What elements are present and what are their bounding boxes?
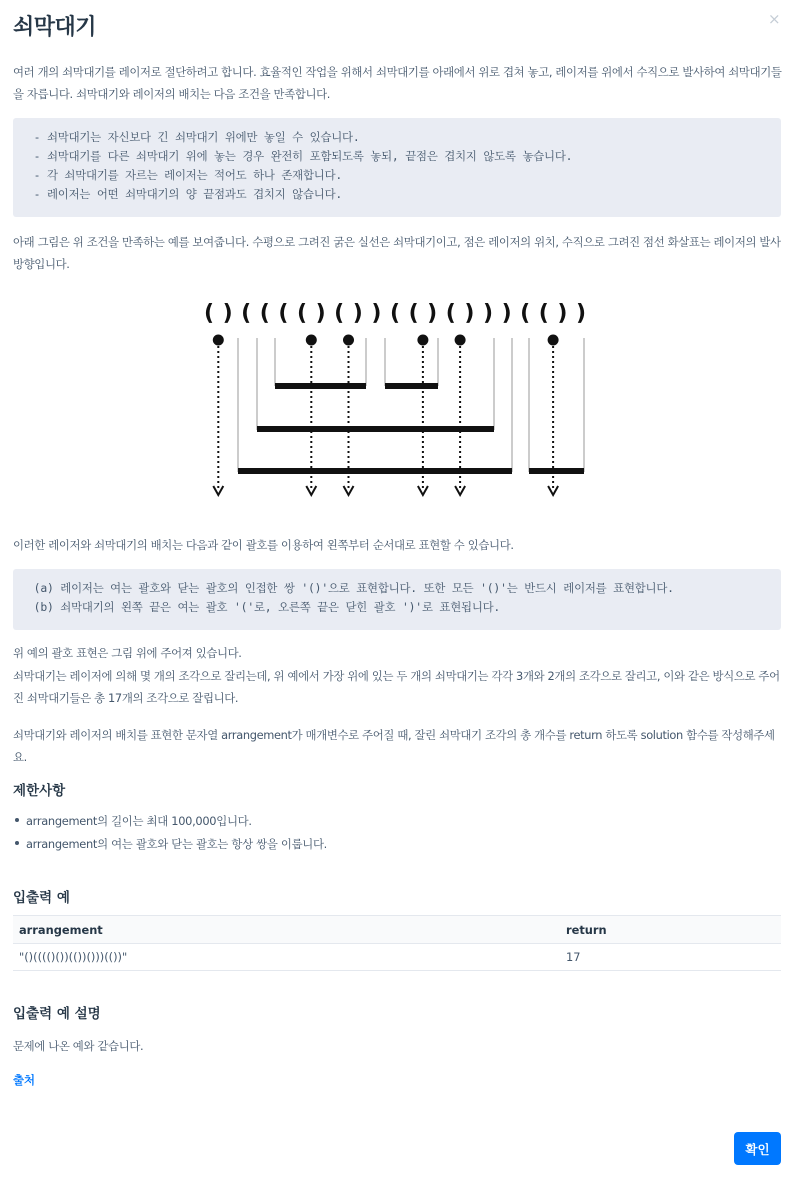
laser-dot	[455, 335, 466, 346]
io-header-arrangement: arrangement	[13, 916, 560, 944]
io-cell-arrangement: "()(((()())(())()))(())"	[13, 944, 560, 971]
bracket-rules-code-block	[13, 569, 781, 630]
bracket-glyph: (	[278, 301, 289, 326]
bracket-glyph: )	[352, 301, 363, 326]
bracket-glyph: (	[538, 301, 549, 326]
bracket-glyph: )	[427, 301, 438, 326]
laser-figure-svg	[190, 296, 600, 501]
task-text: 쇠막대기와 레이저의 배치를 표현한 문자열 arrangement가 매개변수로 주어질 때, 잘린 쇠막대기 조각의 총 개수를 return 하도록 solution 함수를 작성해주세요.	[13, 728, 775, 764]
bracket-glyph: )	[557, 301, 568, 326]
confirm-button[interactable]: 확인	[734, 1132, 781, 1165]
condition-line: - 레이저는 어떤 쇠막대기의 양 끝점과도 겹치지 않습니다.	[27, 187, 343, 201]
bracket-glyph: )	[222, 301, 233, 326]
bracket-glyph: )	[482, 301, 494, 326]
modal-title: 쇠막대기	[13, 15, 97, 40]
laser-dot	[417, 335, 428, 346]
bracket-glyph: )	[575, 301, 587, 326]
example-text-1: 위 예의 괄호 표현은 그림 위에 주어져 있습니다.	[13, 646, 242, 660]
io-heading: 입출력 예	[13, 890, 70, 906]
bracket-glyph: (	[389, 301, 401, 326]
bracket-glyph: (	[296, 301, 308, 326]
bracket-rule-line: (a) 레이저는 여는 괄호와 닫는 괄호의 인접한 쌍 '()'으로 표현합니다. 또한 모든 '()'는 반드시 레이저를 표현합니다.	[27, 581, 674, 595]
close-icon[interactable]: ×	[768, 10, 781, 28]
io-cell-return: 17	[560, 944, 781, 971]
constraints-heading: 제한사항	[13, 783, 66, 799]
io-explain-text: 문제에 나온 예와 같습니다.	[13, 1039, 144, 1053]
source-link[interactable]: 출처	[13, 1073, 36, 1087]
laser-dot	[343, 335, 354, 346]
bracket-glyph: )	[371, 301, 382, 326]
condition-line: - 각 쇠막대기를 자르는 레이저는 적어도 하나 존재합니다.	[27, 168, 343, 182]
bracket-glyph: )	[315, 301, 326, 326]
condition-line: - 쇠막대기는 자신보다 긴 쇠막대기 위에만 놓일 수 있습니다.	[27, 130, 360, 144]
intro-paragraph: 여러 개의 쇠막대기를 레이저로 절단하려고 합니다. 효율적인 작업을 위해서 쇠막대기를 아래에서 위로 겹쳐 놓고, 레이저를 위에서 수직으로 발사하여 쇠막대기들을 자릅니다. 쇠막대기와 레이저의 배치는 다음 조건을 만족합니다.	[13, 65, 782, 101]
iron-bar	[529, 468, 584, 474]
laser-dot	[306, 335, 317, 346]
bracket-glyph: (	[408, 301, 419, 326]
io-explain-heading: 입출력 예 설명	[13, 1006, 101, 1022]
bracket-glyph: )	[501, 301, 512, 326]
bracket-glyph: (	[520, 301, 531, 326]
bracket-rule-line: (b) 쇠막대기의 왼쪽 끝은 여는 괄호 '('로, 오른쪽 끝은 닫힌 괄호 ')'로 표현됩니다.	[27, 600, 501, 614]
bracket-glyph: (	[241, 301, 252, 326]
constraints-list	[13, 810, 773, 856]
io-header-return: return	[560, 916, 781, 944]
iron-bar	[385, 383, 438, 389]
laser-figure	[190, 296, 600, 501]
example-text-2: 쇠막대기는 레이저에 의해 몇 개의 조각으로 잘리는데, 위 예에서 가장 위에 있는 두 개의 쇠막대기는 각각 3개와 2개의 조각으로 잘리고, 이와 같은 방식으로 주어진 쇠막대기들은 총 17개의 조각으로 잘립니다.	[13, 669, 780, 705]
laser-dot	[548, 335, 559, 346]
iron-bars	[238, 383, 584, 474]
bracket-description: 이러한 레이저와 쇠막대기의 배치는 다음과 같이 괄호를 이용하여 왼쪽부터 순서대로 표현할 수 있습니다.	[13, 538, 514, 552]
table-row	[13, 944, 781, 971]
io-table	[13, 915, 781, 971]
figure-brackets	[204, 301, 586, 326]
constraint-item: arrangement의 길이는 최대 100,000입니다.	[13, 810, 773, 833]
bar-outlines	[238, 338, 584, 472]
bracket-glyph: (	[334, 301, 345, 326]
iron-bar	[257, 426, 494, 432]
bracket-glyph: (	[259, 301, 270, 326]
bracket-glyph: (	[445, 301, 456, 326]
constraint-item: arrangement의 여는 괄호와 닫는 괄호는 항상 쌍을 이룹니다.	[13, 833, 773, 856]
laser-dot	[213, 335, 224, 346]
iron-bar	[238, 468, 512, 474]
condition-line: - 쇠막대기를 다른 쇠막대기 위에 놓는 경우 완전히 포함되도록 놓되, 끝점은 겹치지 않도록 놓습니다.	[27, 149, 573, 163]
iron-bar	[275, 383, 366, 389]
bracket-glyph: )	[464, 301, 475, 326]
figure-description: 아래 그림은 위 조건을 만족하는 예를 보여줍니다. 수평으로 그려진 굵은 실선은 쇠막대기이고, 점은 레이저의 위치, 수직으로 그려진 점선 화살표는 레이저의 발사 방향입니다.	[13, 235, 781, 271]
conditions-code-block	[13, 118, 781, 217]
bracket-glyph: (	[203, 301, 215, 326]
